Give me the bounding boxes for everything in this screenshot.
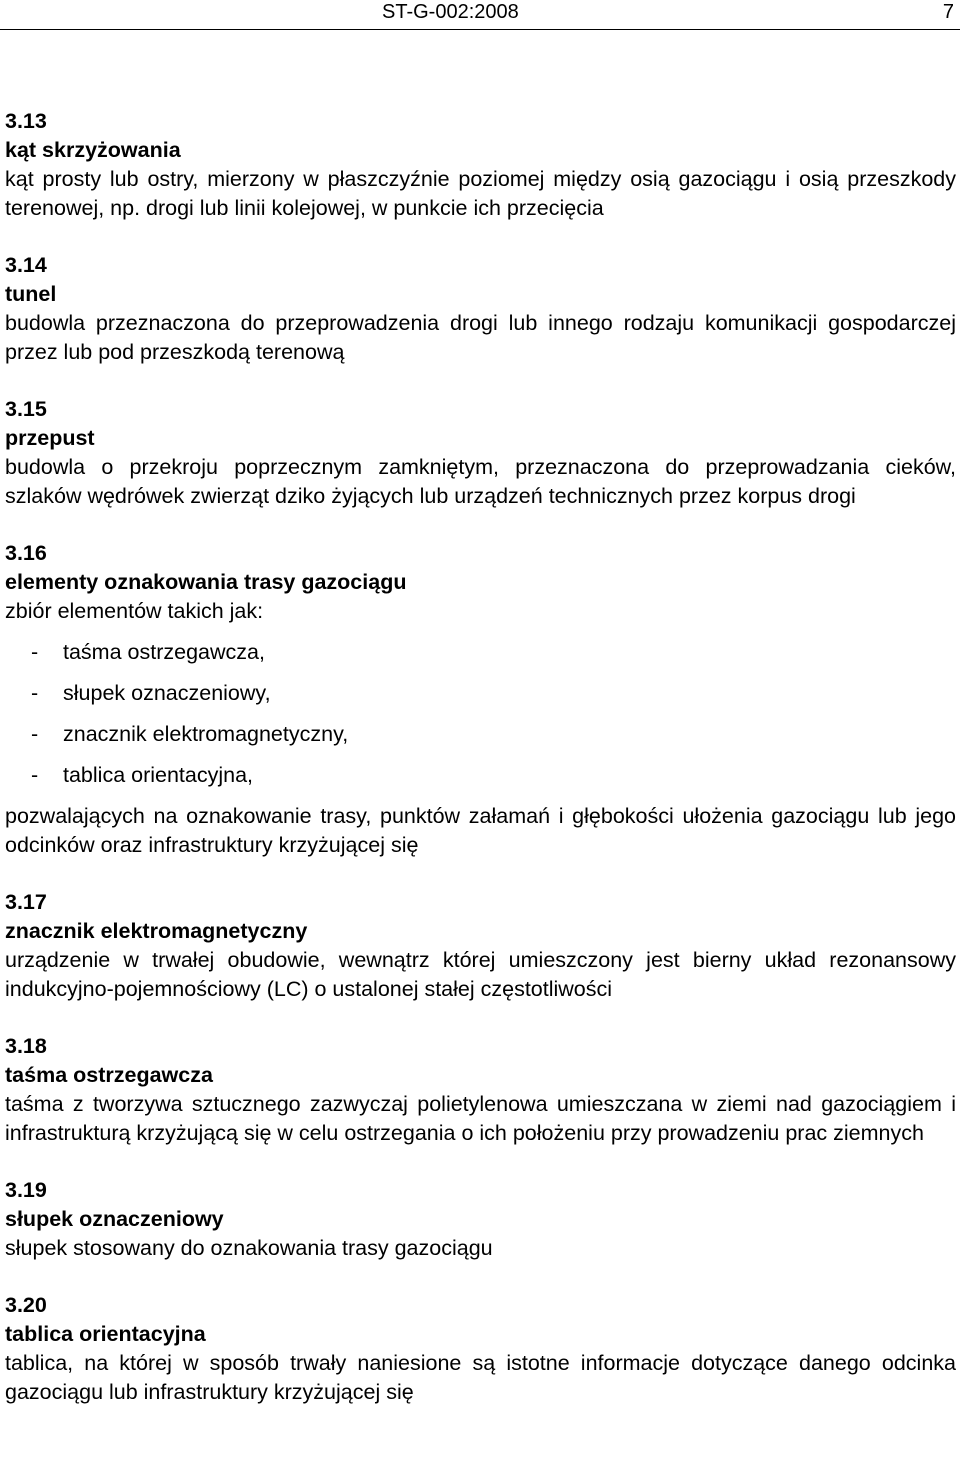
list-item: - słupek oznaczeniowy, xyxy=(5,679,956,708)
marking-elements-list xyxy=(5,638,956,790)
definition-entry-3-18 xyxy=(5,1032,956,1148)
entry-term: znacznik elektromagnetyczny xyxy=(5,919,308,943)
definition-entry-3-20 xyxy=(5,1291,956,1407)
entry-number: 3.19 xyxy=(5,1178,47,1202)
entry-term: przepust xyxy=(5,426,95,450)
definition-entry-3-15 xyxy=(5,395,956,511)
entry-definition: budowla o przekroju poprzecznym zamkniętym, przeznaczona do przeprowadzania cieków, szlaków wędrówek zwierząt dziko żyjących lub urządzeń technicznych przez korpus drogi xyxy=(5,455,956,508)
entry-number: 3.17 xyxy=(5,890,47,914)
entry-number: 3.18 xyxy=(5,1034,47,1058)
definition-entry-3-17 xyxy=(5,888,956,1004)
list-item: - taśma ostrzegawcza, xyxy=(5,638,956,667)
entry-definition: kąt prosty lub ostry, mierzony w płaszczyźnie poziomej między osią gazociągu i osią przeszkody terenowej, np. drogi lub linii kolejowej, w punkcie ich przecięcia xyxy=(5,167,956,220)
entry-definition-continued: pozwalających na oznakowanie trasy, punktów załamań i głębokości ułożenia gazociągu lub jego odcinków oraz infrastruktury krzyżującej się xyxy=(5,804,956,857)
list-item: - znacznik elektromagnetyczny, xyxy=(5,720,956,749)
page-content xyxy=(5,107,956,1435)
entry-definition: urządzenie w trwałej obudowie, wewnątrz której umieszczony jest bierny układ rezonansowy indukcyjno-pojemnościowy (LC) o ustalonej stałej częstotliwości xyxy=(5,948,956,1001)
entry-term: taśma ostrzegawcza xyxy=(5,1063,213,1087)
document-id: ST-G-002:2008 xyxy=(382,1,519,23)
definition-entry-3-19 xyxy=(5,1176,956,1263)
entry-term: tunel xyxy=(5,282,57,306)
entry-number: 3.16 xyxy=(5,541,47,565)
entry-definition: słupek stosowany do oznakowania trasy gazociągu xyxy=(5,1236,493,1260)
entry-intro: zbiór elementów takich jak: xyxy=(5,599,264,623)
page-header xyxy=(0,0,960,30)
definition-entry-3-13 xyxy=(5,107,956,223)
entry-term: kąt skrzyżowania xyxy=(5,138,181,162)
list-item: - tablica orientacyjna, xyxy=(5,761,956,790)
entry-number: 3.13 xyxy=(5,109,47,133)
entry-number: 3.20 xyxy=(5,1293,47,1317)
entry-definition: tablica, na której w sposób trwały naniesione są istotne informacje dotyczące danego odcinka gazociągu lub infrastruktury krzyżującej się xyxy=(5,1351,956,1404)
entry-definition: taśma z tworzywa sztucznego zazwyczaj polietylenowa umieszczana w ziemi nad gazociągiem i infrastrukturą krzyżującą się w celu ostrzegania o ich położeniu przy prowadzeniu prac ziemnych xyxy=(5,1092,956,1145)
entry-term: słupek oznaczeniowy xyxy=(5,1207,224,1231)
entry-number: 3.14 xyxy=(5,253,47,277)
entry-term: tablica orientacyjna xyxy=(5,1322,206,1346)
page-number: 7 xyxy=(942,1,954,23)
entry-definition: budowla przeznaczona do przeprowadzenia drogi lub innego rodzaju komunikacji gospodarczej przez lub pod przeszkodą terenową xyxy=(5,311,956,364)
entry-term: elementy oznakowania trasy gazociągu xyxy=(5,570,407,594)
definition-entry-3-16 xyxy=(5,539,956,860)
entry-number: 3.15 xyxy=(5,397,47,421)
definition-entry-3-14 xyxy=(5,251,956,367)
